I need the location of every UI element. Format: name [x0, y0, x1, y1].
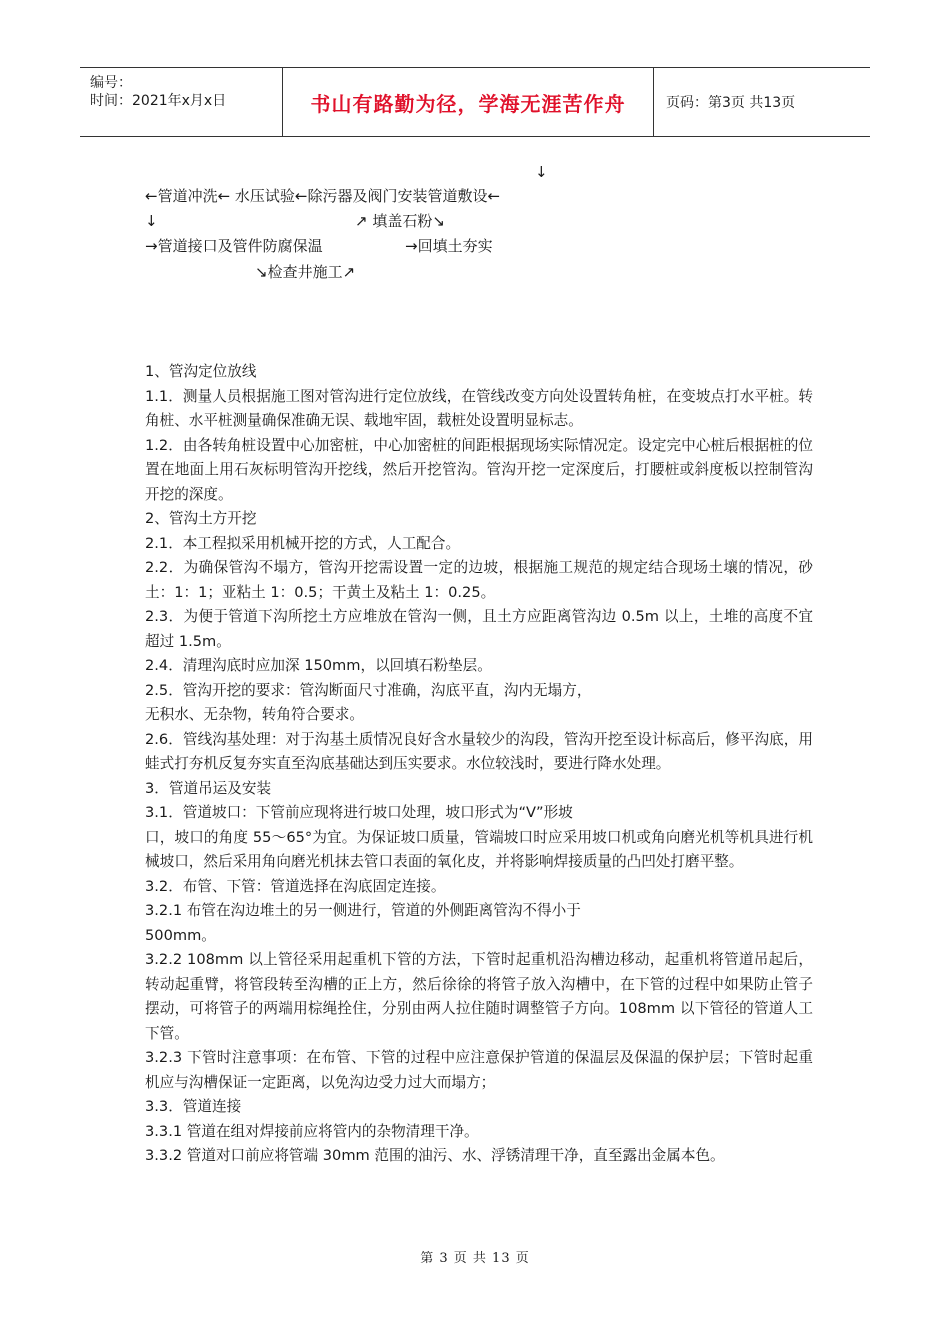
flow-inspection-well: ↘检查井施工↗ — [255, 263, 356, 281]
paragraph: 2.3．为便于管道下沟所挖土方应堆放在管沟一侧，且土方应距离管沟边 0.5m 以上，土堆的高度不宜超过 1.5m。 — [145, 608, 813, 650]
flow-fill-stone: ↗ 填盖石粉↘ — [355, 212, 445, 230]
paragraph: 500mm。 — [145, 926, 216, 944]
paragraph: 3．管道吊运及安装 — [145, 779, 272, 797]
number-label: 编号： — [90, 75, 132, 91]
header-motto: 书山有路勤为径，学海无涯苦作舟 — [282, 68, 654, 136]
paragraph: 2.1．本工程拟采用机械开挖的方式，人工配合。 — [145, 534, 461, 552]
paragraph: 2.6．管线沟基处理：对于沟基土质情况良好含水量较少的沟段，管沟开挖至设计标高后，修平沟底，用蛙式打夯机反复夯实直至沟底基础达到压实要求。水位较浅时，要进行降水处理。 — [145, 730, 813, 772]
document-header — [80, 67, 870, 137]
paragraph: 3.2.2 108mm 以上管径采用起重机下管的方法，下管时起重机沿沟槽边移动，起重机将管道吊起后，转动起重臂，将管段转至沟槽的正上方，然后徐徐的将管子放入沟槽中，在下管的过程中如果防止管子摆动，可将管子的两端用棕绳拴住，分别由两人拉住随时调整管子方向。108mm 以下管径的管道人工下管。 — [145, 951, 813, 1042]
paragraph: 1.2．由各转角桩设置中心加密桩，中心加密桩的间距根据现场实际情况定。设定完中心桩后根据桩的位置在地面上用石灰标明管沟开挖线，然后开挖管沟。管沟开挖一定深度后，打腰桩或斜度板以控制管沟开挖的深度。 — [145, 436, 813, 503]
document-body — [145, 360, 813, 1169]
paragraph: 2、管沟土方开挖 — [145, 510, 257, 527]
flow-arrow-down: ↓ — [535, 163, 548, 181]
flow-line-1: ←管道冲洗← 水压试验←除污器及阀门安装管道敷设← — [145, 187, 501, 205]
paragraph: 3.1．管道坡口：下管前应现将进行坡口处理，坡口形式为“V”形坡 — [145, 804, 573, 821]
page-footer: 第 3 页 共 13 页 — [420, 1251, 530, 1266]
paragraph: 3.3．管道连接 — [145, 1098, 242, 1115]
flow-arrow-down-left: ↓ — [145, 212, 158, 230]
paragraph: 无积水、无杂物，转角符合要求。 — [145, 706, 364, 723]
date-label: 时间：2021年x月x日 — [90, 93, 227, 109]
paragraph: 2.4．清理沟底时应加深 150mm，以回填石粉垫层。 — [145, 657, 492, 674]
flow-backfill: →回填土夯实 — [405, 237, 493, 255]
paragraph: 口，坡口的角度 55～65°为宜。为保证坡口质量，管端坡口时应采用坡口机或角向磨光机等机具进行机械坡口，然后采用角向磨光机抹去管口表面的氧化皮，并将影响焊接质量的凸凹处打磨平整。 — [145, 828, 813, 870]
paragraph: 3.3.1 管道在组对焊接前应将管内的杂物清理干净。 — [145, 1122, 479, 1140]
paragraph: 3.2.1 布管在沟边堆土的另一侧进行，管道的外侧距离管沟不得小于 — [145, 902, 581, 919]
paragraph: 3.2．布管、下管：管道选择在沟底固定连接。 — [145, 877, 446, 895]
header-page-code: 页码：第3页 共13页 — [666, 95, 796, 111]
flow-pipe-joint: →管道接口及管件防腐保温 — [145, 237, 323, 255]
paragraph: 1.1．测量人员根据施工图对管沟进行定位放线，在管线改变方向处设置转角桩，在变坡点打水平桩。转角桩、水平桩测量确保准确无误、载地牢固，载桩处设置明显标志。 — [145, 387, 813, 429]
paragraph: 1、管沟定位放线 — [145, 363, 257, 380]
paragraph: 3.2.3 下管时注意事项：在布管、下管的过程中应注意保护管道的保温层及保温的保护层；下管时起重机应与沟槽保证一定距离，以免沟边受力过大而塌方； — [145, 1049, 813, 1091]
paragraph: 2.5．管沟开挖的要求：管沟断面尺寸准确，沟底平直，沟内无塌方， — [145, 681, 592, 699]
paragraph: 3.3.2 管道对口前应将管端 30mm 范围的油污、水、浮锈清理干净，直至露出金属本色。 — [145, 1147, 725, 1164]
paragraph: 2.2．为确保管沟不塌方，管沟开挖需设置一定的边坡，根据施工规范的规定结合现场土壤的情况，砂土：1：1；亚粘土 1：0.5；干黄土及粘土 1：0.25。 — [145, 559, 813, 601]
header-meta — [80, 68, 282, 136]
